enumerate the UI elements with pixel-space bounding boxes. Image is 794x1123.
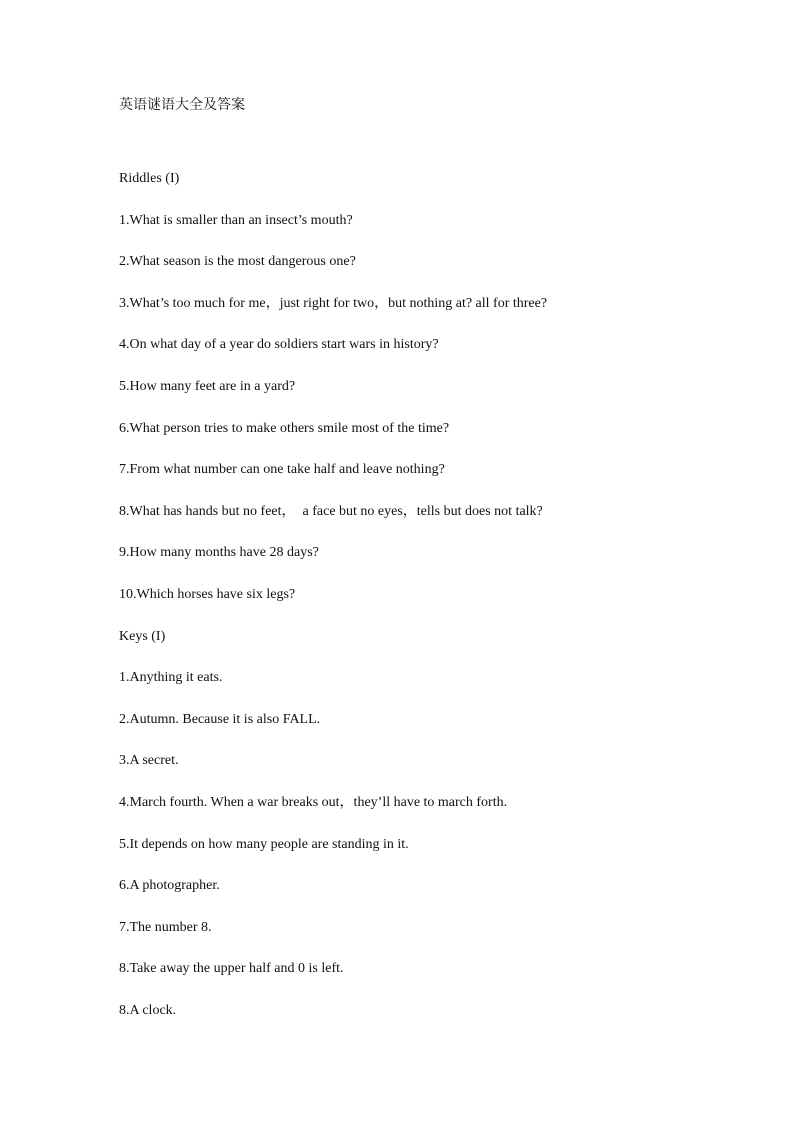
riddle-item: 3.What’s too much for me，just right for two，but nothing at? all for three?	[119, 295, 548, 311]
key-item: 8.Take away the upper half and 0 is left.	[119, 961, 344, 977]
keys-heading: Keys (I)	[119, 628, 166, 644]
riddle-item: 8.What has hands but no feet， a face but no eyes，tells but does not talk?	[119, 503, 543, 519]
key-item: 5.It depends on how many people are standing in it.	[119, 836, 409, 852]
riddle-item: 9.How many months have 28 days?	[119, 545, 319, 561]
key-item: 1.Anything it eats.	[119, 670, 223, 686]
spacer	[119, 116, 794, 169]
key-item: 3.A secret.	[119, 753, 179, 769]
key-item: 6.A photographer.	[119, 878, 220, 894]
document-title: 英语谜语大全及答案	[119, 98, 245, 113]
riddle-item: 1.What is smaller than an insect’s mouth?	[119, 212, 353, 228]
riddle-item: 4.On what day of a year do soldiers start wars in history?	[119, 337, 439, 353]
key-item: 2.Autumn. Because it is also FALL.	[119, 711, 321, 727]
riddles-heading: Riddles (I)	[119, 171, 180, 186]
key-item: 4.March fourth. When a war breaks out，they’ll have to march forth.	[119, 794, 508, 810]
riddle-item: 7.From what number can one take half and leave nothing?	[119, 462, 445, 478]
riddle-item: 6.What person tries to make others smile most of the time?	[119, 420, 450, 436]
riddle-item: 5.How many feet are in a yard?	[119, 378, 296, 394]
riddle-item: 10.Which horses have six legs?	[119, 586, 296, 602]
riddle-item: 2.What season is the most dangerous one?	[119, 254, 356, 270]
key-item: 7.The number 8.	[119, 919, 212, 935]
key-item: 8.A clock.	[119, 1002, 177, 1018]
